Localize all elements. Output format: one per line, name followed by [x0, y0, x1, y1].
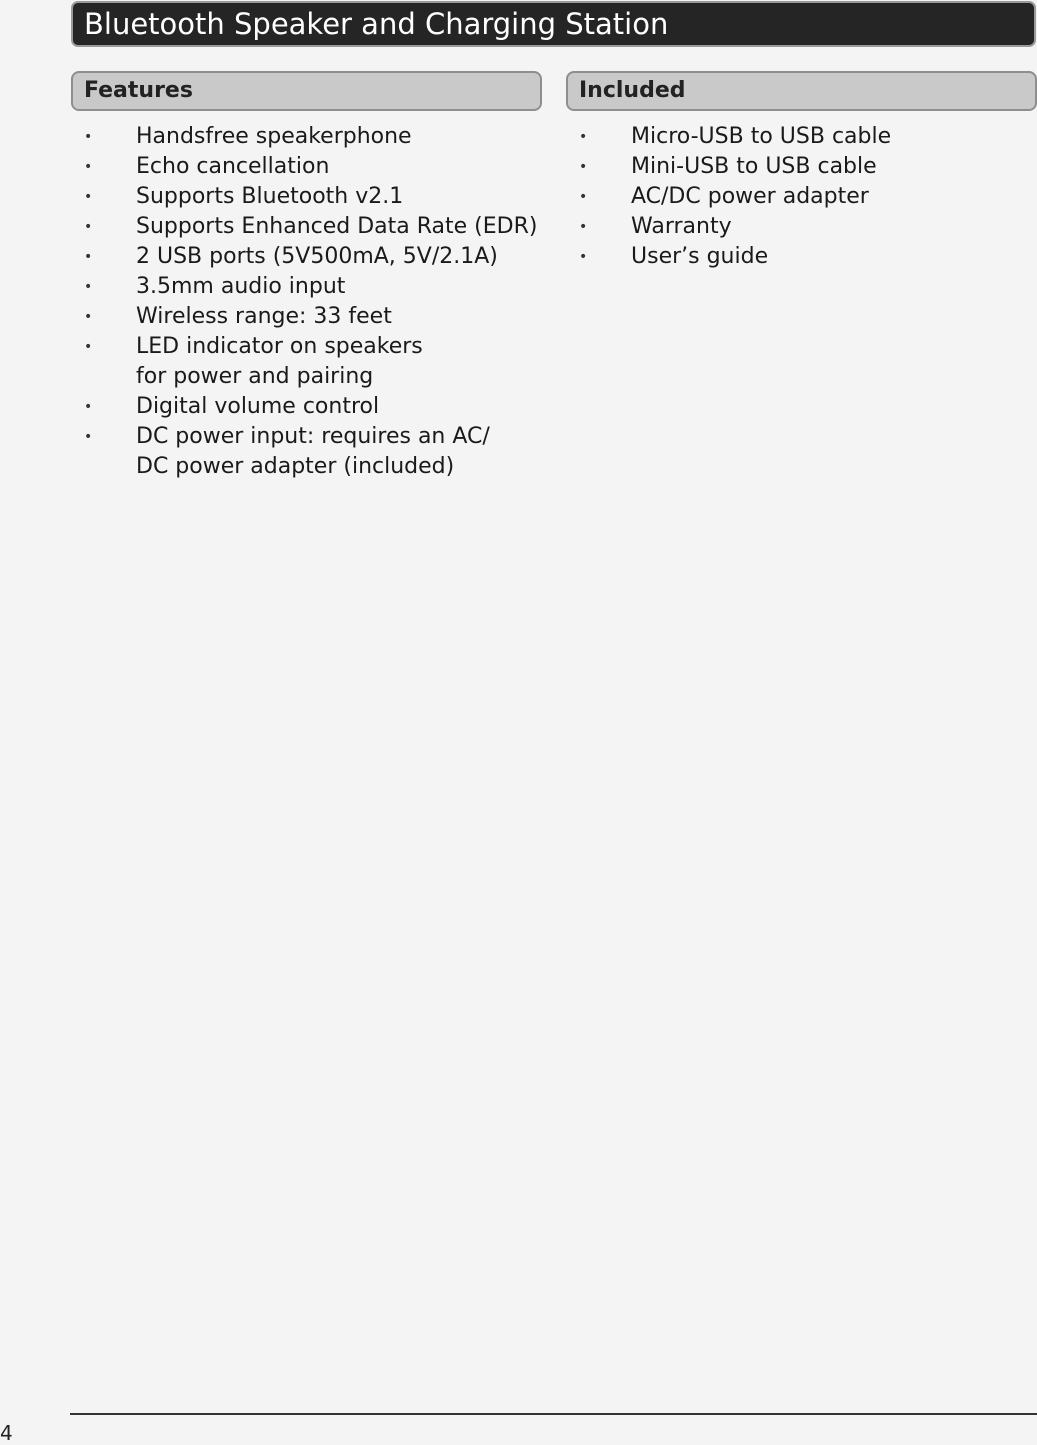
bullet-icon: •: [579, 129, 588, 145]
included-item-text: AC/DC power adapter: [631, 184, 869, 209]
feature-item-text: DC power adapter (included): [136, 454, 455, 479]
feature-item-text: Wireless range: 33 feet: [136, 304, 392, 329]
bullet-icon: •: [579, 249, 588, 265]
feature-item-text: Supports Bluetooth v2.1: [136, 184, 404, 209]
bullet-icon: •: [84, 339, 93, 355]
bullet-icon: •: [84, 249, 93, 265]
feature-item: [84, 422, 534, 482]
bullet-icon: •: [579, 219, 588, 235]
feature-item-text: Echo cancellation: [136, 154, 330, 179]
features-header: [71, 71, 542, 111]
feature-item: [84, 392, 534, 422]
bullet-icon: •: [579, 159, 588, 175]
feature-item-text: for power and pairing: [136, 364, 374, 389]
included-item: [579, 122, 1029, 152]
bullet-icon: •: [84, 429, 93, 445]
feature-item: [84, 332, 534, 392]
footer-rule: [70, 1413, 1037, 1415]
title-bar: [71, 1, 1036, 47]
included-item: [579, 152, 1029, 182]
included-list: [579, 122, 1029, 272]
feature-item: [84, 212, 538, 242]
bullet-icon: •: [84, 189, 93, 205]
included-item-text: User’s guide: [631, 244, 769, 269]
feature-item-text: 2 USB ports (5V500mA, 5V/2.1A): [136, 244, 498, 269]
included-item: [579, 182, 1029, 212]
bullet-icon: •: [84, 399, 93, 415]
bullet-icon: •: [579, 189, 588, 205]
included-item-text: Mini-USB to USB cable: [631, 154, 877, 179]
bullet-icon: •: [84, 279, 93, 295]
included-item-text: Warranty: [631, 214, 732, 239]
included-item: [579, 212, 1029, 242]
features-header-label: Features: [84, 78, 193, 103]
bullet-icon: •: [84, 129, 93, 145]
feature-item-text: DC power input: requires an AC/: [136, 424, 490, 449]
feature-item-text: Supports Enhanced Data Rate (EDR): [136, 214, 538, 239]
included-header: [566, 71, 1037, 111]
included-item-text: Micro-USB to USB cable: [631, 124, 892, 149]
feature-item: [84, 302, 534, 332]
feature-item: [84, 182, 534, 212]
feature-item: [84, 152, 534, 182]
feature-item-text: Handsfree speakerphone: [136, 124, 412, 149]
features-list: [84, 122, 538, 482]
included-header-label: Included: [579, 78, 686, 103]
bullet-icon: •: [84, 219, 93, 235]
included-item: [579, 242, 1029, 272]
feature-item: [84, 242, 534, 272]
page-number: 4: [0, 1421, 13, 1445]
feature-item: [84, 122, 534, 152]
bullet-icon: •: [84, 159, 93, 175]
bullet-icon: •: [84, 309, 93, 325]
feature-item-text: 3.5mm audio input: [136, 274, 346, 299]
page-title: Bluetooth Speaker and Charging Station: [84, 7, 669, 41]
feature-item-text: LED indicator on speakers: [136, 334, 423, 359]
feature-item: [84, 272, 534, 302]
feature-item-text: Digital volume control: [136, 394, 380, 419]
